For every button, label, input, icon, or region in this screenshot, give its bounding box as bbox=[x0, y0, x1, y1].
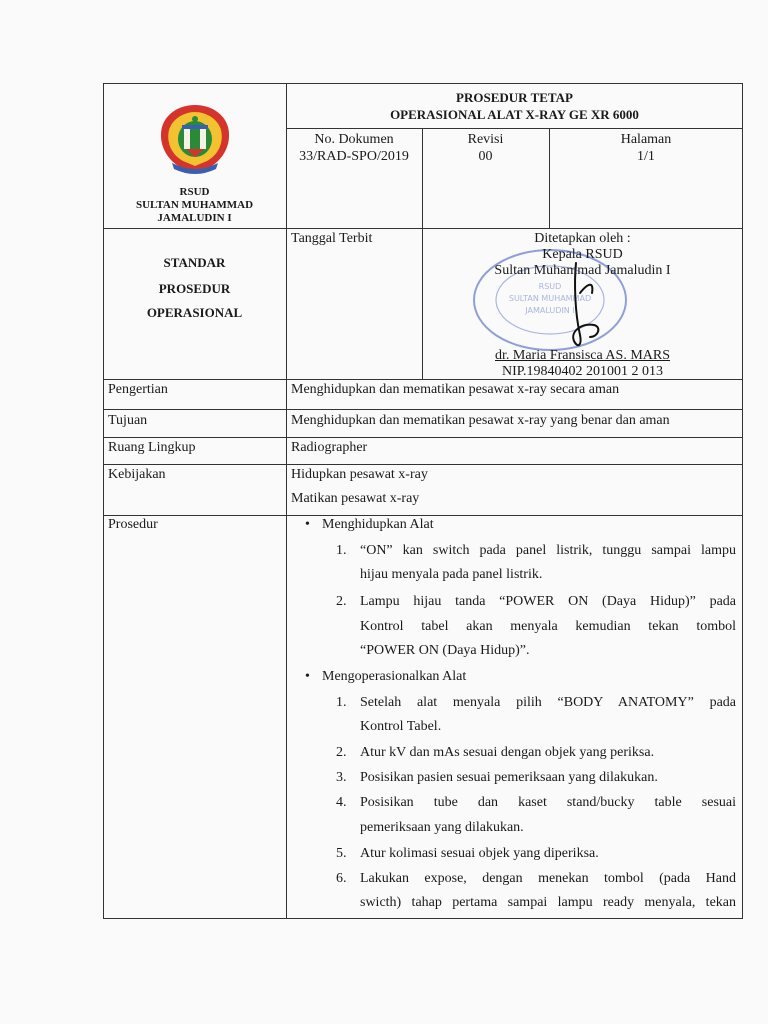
doc-number-label: No. Dokumen bbox=[314, 132, 394, 147]
procedure-section-2-title: Mengoperasionalkan Alat bbox=[322, 669, 467, 684]
step-number: 4. bbox=[336, 795, 347, 810]
step-number: 1. bbox=[336, 695, 347, 710]
revision-label: Revisi bbox=[467, 132, 504, 147]
regional-coat-of-arms-icon bbox=[158, 103, 232, 175]
definition-label: Pengertian bbox=[108, 382, 168, 397]
table-border-bottom bbox=[103, 918, 743, 919]
step-number: 6. bbox=[336, 871, 347, 886]
svg-text:SULTAN MUHAMMAD: SULTAN MUHAMMAD bbox=[508, 294, 592, 303]
established-by-position: Kepala RSUD bbox=[542, 247, 623, 262]
established-by-label: Ditetapkan oleh : bbox=[534, 231, 631, 246]
step-text: Kontrol tabel akan menyala kemudian tekan tombol bbox=[360, 619, 736, 634]
spo-title-line-3: OPERASIONAL bbox=[146, 305, 243, 320]
step-text: swicth) tahap pertama sampai lampu ready menyala, tekan bbox=[360, 895, 736, 910]
ruang-row-divider bbox=[103, 464, 743, 465]
page-label: Halaman bbox=[620, 132, 672, 147]
step-text: “ON” kan switch pada panel listrik, tunggu sampai lampu bbox=[360, 543, 736, 558]
sop-document bbox=[103, 83, 743, 919]
signer-nip: NIP.19840402 201001 2 013 bbox=[501, 364, 663, 379]
step-text: hijau menyala pada panel listrik. bbox=[360, 567, 543, 582]
svg-text:RSUD: RSUD bbox=[538, 282, 562, 291]
header-title-divider bbox=[286, 128, 743, 129]
policy-value-2: Matikan pesawat x-ray bbox=[291, 491, 420, 506]
scope-label: Ruang Lingkup bbox=[108, 440, 196, 455]
purpose-label: Tujuan bbox=[108, 413, 148, 428]
step-text: pemeriksaan yang dilakukan. bbox=[360, 820, 524, 835]
org-name-line-3: JAMALUDIN I bbox=[157, 212, 232, 224]
bullet-icon: • bbox=[305, 517, 310, 532]
kebijakan-row-divider bbox=[103, 515, 743, 516]
bullet-icon: • bbox=[305, 669, 310, 684]
tujuan-row-divider bbox=[103, 437, 743, 438]
procedure-section-1-title: Menghidupkan Alat bbox=[322, 517, 434, 532]
step-text: Lakukan expose, dengan menekan tombol (pada Hand bbox=[360, 871, 736, 886]
step-number: 1. bbox=[336, 543, 347, 558]
procedure-label: Prosedur bbox=[108, 517, 158, 532]
policy-value-1: Hidupkan pesawat x-ray bbox=[291, 467, 428, 482]
document-title-line-2: OPERASIONAL ALAT X-RAY GE XR 6000 bbox=[390, 107, 639, 122]
org-name-line-1: RSUD bbox=[179, 186, 210, 198]
spo-title-line-2: PROSEDUR bbox=[158, 281, 231, 296]
label-column-divider bbox=[286, 83, 287, 919]
established-by-institution: Sultan Muhammad Jamaludin I bbox=[494, 263, 671, 278]
step-text: Atur kV dan mAs sesuai dengan objek yang periksa. bbox=[360, 745, 655, 760]
scope-value: Radiographer bbox=[291, 440, 368, 455]
step-number: 5. bbox=[336, 846, 347, 861]
svg-text:JAMALUDIN I: JAMALUDIN I bbox=[525, 306, 575, 315]
step-number: 3. bbox=[336, 770, 347, 785]
step-text: “POWER ON (Daya Hidup)”. bbox=[360, 643, 530, 658]
spo-title-line-1: STANDAR bbox=[163, 255, 226, 270]
step-number: 2. bbox=[336, 594, 347, 609]
table-border-top bbox=[103, 83, 743, 84]
pengertian-row-divider bbox=[103, 409, 743, 410]
definition-value: Menghidupkan dan mematikan pesawat x-ray secara aman bbox=[291, 382, 620, 397]
document-title-line-1: PROSEDUR TETAP bbox=[456, 90, 573, 105]
page-value: 1/1 bbox=[637, 149, 655, 164]
step-text: Atur kolimasi sesuai objek yang diperiksa. bbox=[360, 846, 599, 861]
step-text: Setelah alat menyala pilih “BODY ANATOMY” pada bbox=[360, 695, 736, 710]
doc-number-value: 33/RAD-SPO/2019 bbox=[299, 149, 409, 164]
issue-date-label: Tanggal Terbit bbox=[291, 231, 373, 246]
step-text: Lampu hijau tanda “POWER ON (Daya Hidup)” pada bbox=[360, 594, 736, 609]
policy-label: Kebijakan bbox=[108, 467, 166, 482]
revision-value: 00 bbox=[478, 149, 493, 164]
step-text: Posisikan tube dan kaset stand/bucky table sesuai bbox=[360, 795, 736, 810]
step-text: Posisikan pasien sesuai pemeriksaan yang dilakukan. bbox=[360, 770, 658, 785]
step-text: Kontrol Tabel. bbox=[360, 719, 442, 734]
signer-name: dr. Maria Fransisca AS. MARS bbox=[495, 348, 670, 363]
purpose-value: Menghidupkan dan mematikan pesawat x-ray yang benar dan aman bbox=[291, 413, 670, 428]
org-name-line-2: SULTAN MUHAMMAD bbox=[135, 199, 254, 211]
header-row-divider bbox=[103, 228, 743, 229]
step-number: 2. bbox=[336, 745, 347, 760]
table-border-right bbox=[742, 83, 743, 919]
